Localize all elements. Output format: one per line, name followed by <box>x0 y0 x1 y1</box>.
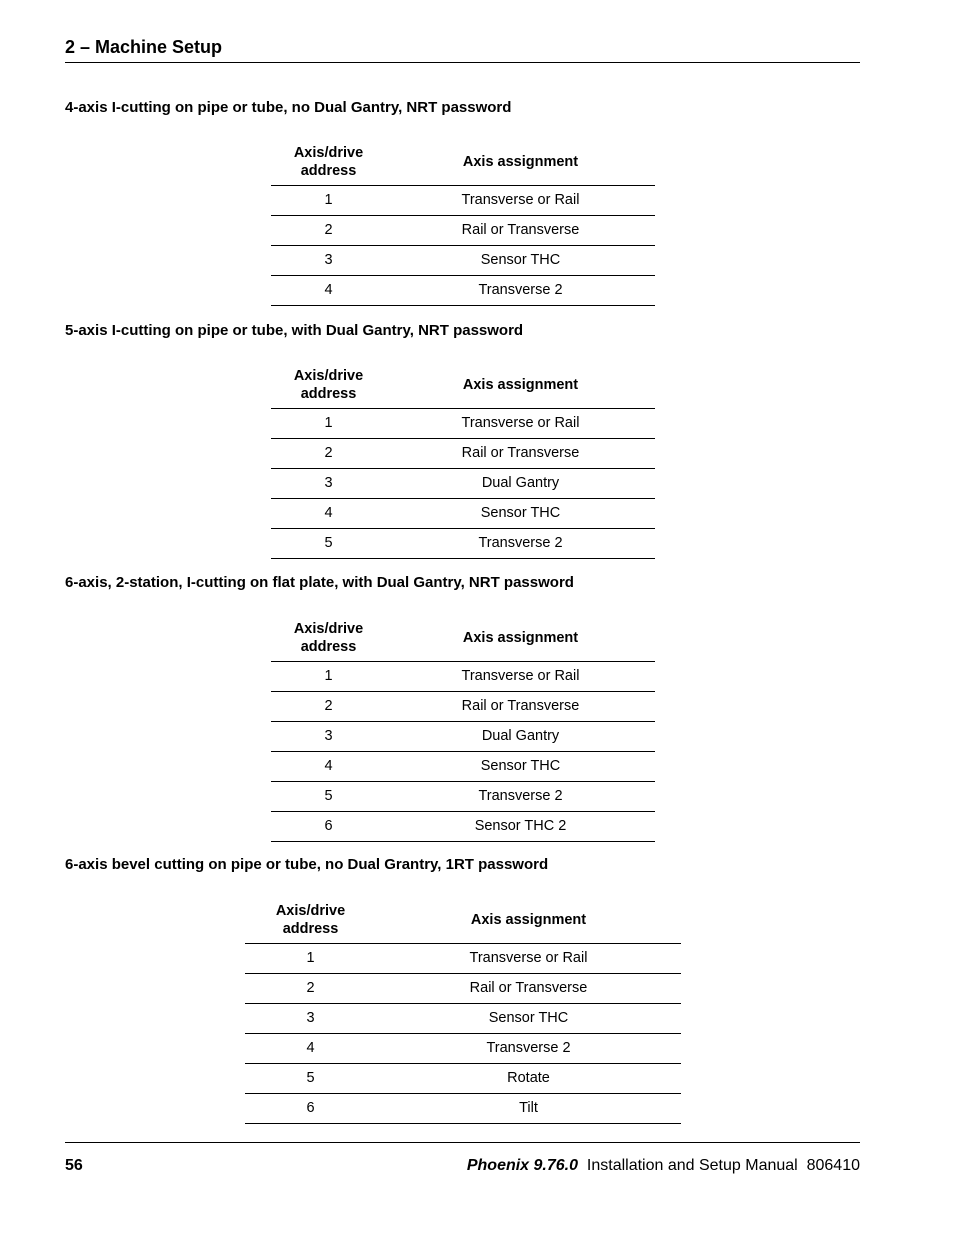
product-name: Phoenix 9.76.0 <box>466 1157 579 1174</box>
table-row <box>271 528 655 558</box>
address-cell: 4 <box>271 275 386 305</box>
table-row <box>271 408 655 438</box>
table-row <box>245 1003 681 1033</box>
address-cell: 2 <box>245 973 376 1003</box>
assignment-cell: Transverse or Rail <box>386 661 655 691</box>
axis-table <box>271 616 655 842</box>
footer-divider <box>65 1142 860 1143</box>
address-cell: 4 <box>271 751 386 781</box>
table-row <box>271 811 655 841</box>
axis-table <box>271 363 655 559</box>
address-cell: 1 <box>271 661 386 691</box>
address-cell: 6 <box>271 811 386 841</box>
assignment-cell: Sensor THC <box>386 751 655 781</box>
assignment-cell: Rotate <box>376 1063 681 1093</box>
table-row <box>271 468 655 498</box>
column-header-assignment: Axis assignment <box>386 363 655 408</box>
assignment-cell: Transverse or Rail <box>386 185 655 215</box>
table-row <box>245 1033 681 1063</box>
table-row <box>271 661 655 691</box>
assignment-cell: Sensor THC 2 <box>386 811 655 841</box>
document-number: 806410 <box>806 1157 860 1174</box>
section-title: 6-axis bevel cutting on pipe or tube, no Dual Grantry, 1RT password <box>65 856 549 873</box>
address-cell: 4 <box>271 498 386 528</box>
table-row <box>271 498 655 528</box>
table-row <box>271 721 655 751</box>
table-row <box>271 185 655 215</box>
column-header-address: Axis/drive address <box>271 616 386 661</box>
assignment-cell: Transverse 2 <box>386 781 655 811</box>
column-header-assignment: Axis assignment <box>386 616 655 661</box>
address-cell: 5 <box>271 781 386 811</box>
manual-title: Installation and Setup Manual <box>586 1157 798 1174</box>
column-header-address: Axis/drive address <box>271 140 386 185</box>
assignment-cell: Rail or Transverse <box>386 438 655 468</box>
address-cell: 5 <box>245 1063 376 1093</box>
assignment-cell: Sensor THC <box>386 498 655 528</box>
assignment-cell: Dual Gantry <box>386 468 655 498</box>
assignment-cell: Transverse 2 <box>376 1033 681 1063</box>
section-title: 6-axis, 2-station, I-cutting on flat plate, with Dual Gantry, NRT password <box>65 574 574 591</box>
address-cell: 2 <box>271 215 386 245</box>
table-row <box>271 438 655 468</box>
assignment-cell: Dual Gantry <box>386 721 655 751</box>
column-header-address: Axis/drive address <box>245 898 376 943</box>
address-cell: 1 <box>245 943 376 973</box>
section-title: 4-axis I-cutting on pipe or tube, no Dual Gantry, NRT password <box>65 99 512 116</box>
address-cell: 3 <box>271 468 386 498</box>
address-cell: 1 <box>271 408 386 438</box>
table-row <box>271 215 655 245</box>
assignment-cell: Tilt <box>376 1093 681 1123</box>
axis-table <box>245 898 681 1124</box>
address-cell: 3 <box>271 245 386 275</box>
page-header: 2 – Machine Setup <box>65 37 223 57</box>
address-cell: 3 <box>271 721 386 751</box>
address-cell: 6 <box>245 1093 376 1123</box>
assignment-cell: Sensor THC <box>386 245 655 275</box>
address-cell: 3 <box>245 1003 376 1033</box>
table-row <box>245 973 681 1003</box>
table-row <box>271 245 655 275</box>
address-cell: 1 <box>271 185 386 215</box>
address-cell: 2 <box>271 691 386 721</box>
axis-table <box>271 140 655 306</box>
column-header-assignment: Axis assignment <box>386 140 655 185</box>
assignment-cell: Sensor THC <box>376 1003 681 1033</box>
assignment-cell: Transverse or Rail <box>386 408 655 438</box>
table-row <box>245 1093 681 1123</box>
page-number: 56 <box>65 1157 83 1174</box>
table-row <box>271 691 655 721</box>
column-header-assignment: Axis assignment <box>376 898 681 943</box>
header-divider <box>65 62 860 63</box>
table-row <box>271 751 655 781</box>
section-title: 5-axis I-cutting on pipe or tube, with Dual Gantry, NRT password <box>65 322 524 339</box>
assignment-cell: Rail or Transverse <box>376 973 681 1003</box>
address-cell: 2 <box>271 438 386 468</box>
address-cell: 4 <box>245 1033 376 1063</box>
table-row <box>245 1063 681 1093</box>
table-row <box>271 781 655 811</box>
table-row <box>271 275 655 305</box>
column-header-address: Axis/drive address <box>271 363 386 408</box>
footer-doc-info <box>467 1156 860 1176</box>
table-row <box>245 943 681 973</box>
assignment-cell: Rail or Transverse <box>386 691 655 721</box>
assignment-cell: Transverse or Rail <box>376 943 681 973</box>
assignment-cell: Transverse 2 <box>386 528 655 558</box>
assignment-cell: Transverse 2 <box>386 275 655 305</box>
assignment-cell: Rail or Transverse <box>386 215 655 245</box>
address-cell: 5 <box>271 528 386 558</box>
